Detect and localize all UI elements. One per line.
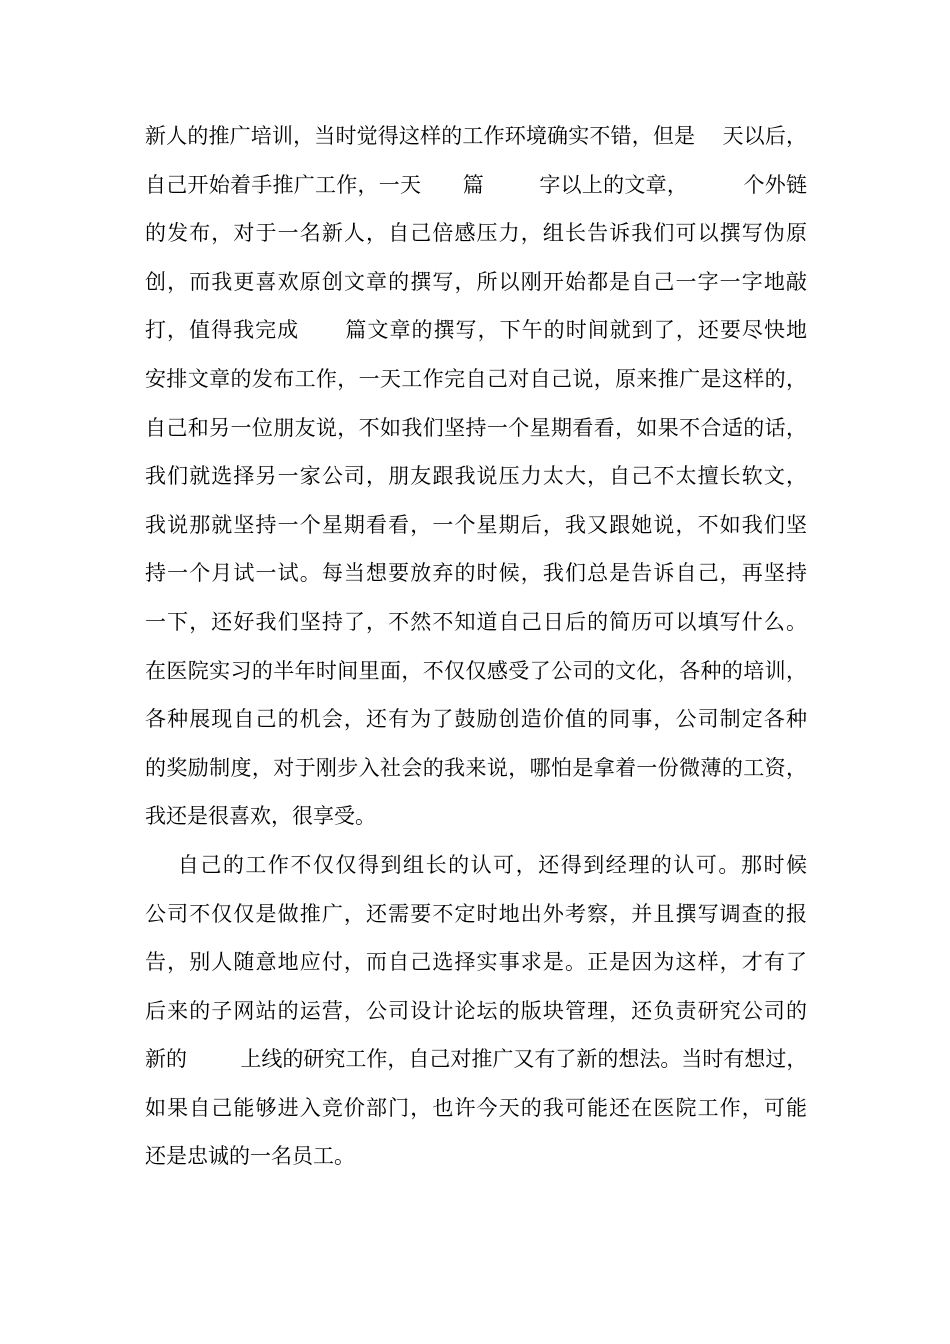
text-line: 我还是很喜欢，很享受。 xyxy=(145,804,376,829)
text-line: 自己开始着手推广工作，一天 篇 字以上的文章， 个外链 xyxy=(145,172,807,197)
text-line: 告，别人随意地应付，而自己选择实事求是。正是因为这样，才有了 xyxy=(145,950,807,975)
text-line: 自己和另一位朋友说，不如我们坚持一个星期看看，如果不合适的话， xyxy=(145,415,807,440)
text-line: 我说那就坚持一个星期看看，一个星期后，我又跟她说，不如我们坚 xyxy=(145,512,807,537)
text-line: 如果自己能够进入竞价部门，也许今天的我可能还在医院工作，可能 xyxy=(145,1095,807,1120)
text-line: 各种展现自己的机会，还有为了鼓励创造价值的同事，公司制定各种 xyxy=(145,707,807,732)
text-line: 新的 上线的研究工作，自己对推广又有了新的想法。当时有想过， xyxy=(145,1047,807,1072)
paragraph-2 xyxy=(145,841,807,1181)
text-line: 自己的工作不仅仅得到组长的认可，还得到经理的认可。那时候 xyxy=(145,852,807,877)
text-line: 安排文章的发布工作，一天工作完自己对自己说，原来推广是这样的， xyxy=(145,366,807,391)
text-line: 持一个月试一试。每当想要放弃的时候，我们总是告诉自己，再坚持 xyxy=(145,561,807,586)
text-line: 打，值得我完成 篇文章的撰写，下午的时间就到了，还要尽快地 xyxy=(145,318,807,343)
text-line: 新人的推广培训，当时觉得这样的工作环境确实不错，但是 天以后， xyxy=(145,124,807,148)
text-line: 在医院实习的半年时间里面，不仅仅感受了公司的文化，各种的培训， xyxy=(145,658,807,683)
paragraph-1 xyxy=(145,112,807,841)
text-line: 后来的子网站的运营，公司设计论坛的版块管理，还负责研究公司的 xyxy=(145,998,807,1023)
text-line: 公司不仅仅是做推广，还需要不定时地出外考察，并且撰写调查的报 xyxy=(145,901,807,926)
text-line: 的奖励制度，对于刚步入社会的我来说，哪怕是拿着一份微薄的工资， xyxy=(145,755,807,780)
text-line: 一下，还好我们坚持了，不然不知道自己日后的简历可以填写什么。 xyxy=(145,609,807,634)
text-line: 我们就选择另一家公司，朋友跟我说压力太大，自己不太擅长软文， xyxy=(145,464,807,489)
text-line: 的发布，对于一名新人，自己倍感压力，组长告诉我们可以撰写伪原 xyxy=(145,221,807,246)
text-line: 创，而我更喜欢原创文章的撰写，所以刚开始都是自己一字一字地敲 xyxy=(145,269,807,294)
document-body xyxy=(145,112,807,1181)
text-line: 还是忠诚的一名员工。 xyxy=(145,1144,355,1169)
